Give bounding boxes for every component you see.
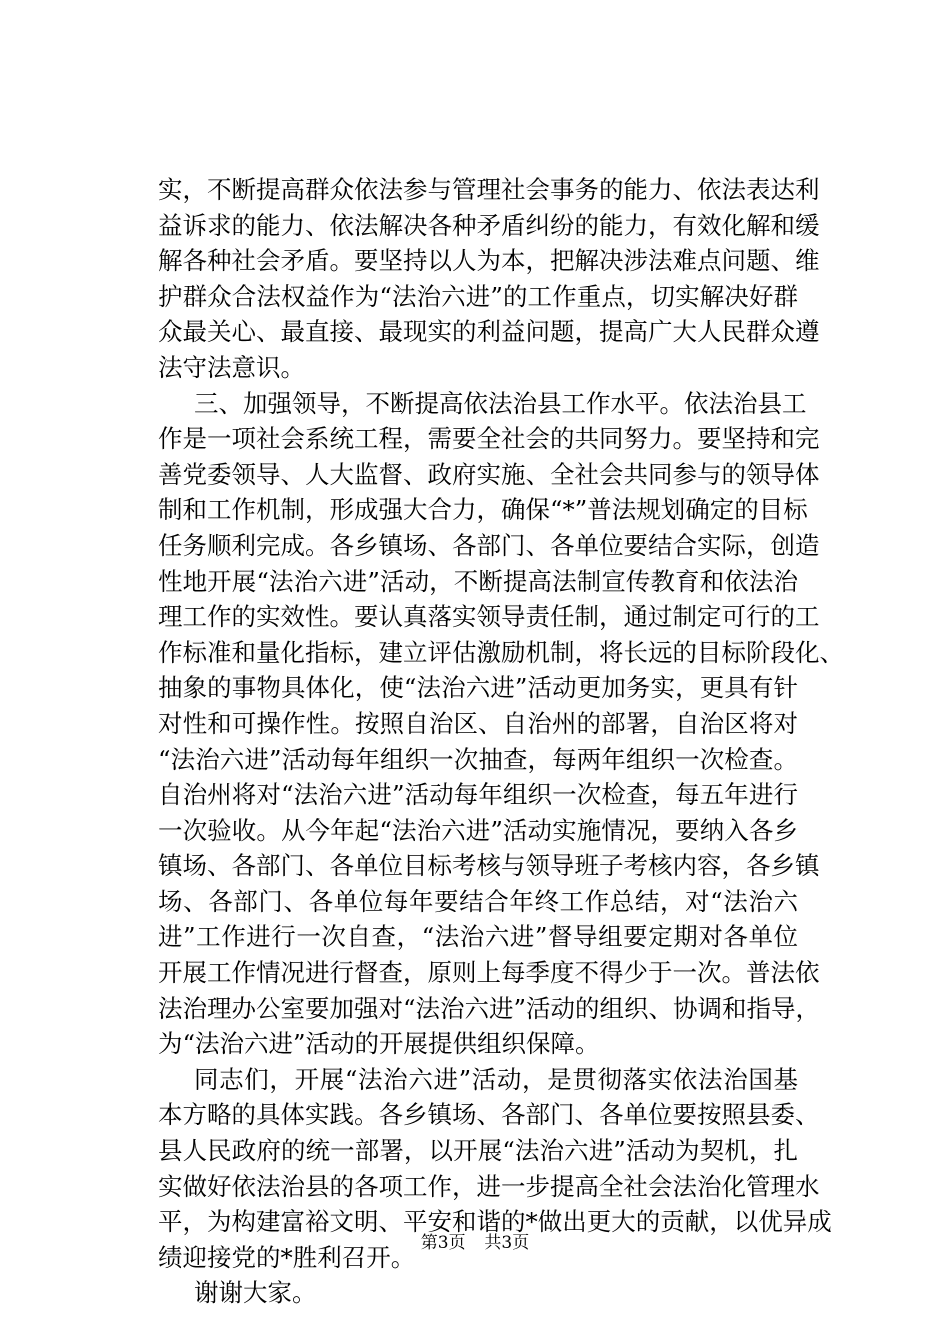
- text-line: 本方略的具体实践。各乡镇场、各部门、各单位要按照县委、: [158, 1100, 820, 1130]
- paragraph: [158, 1275, 798, 1311]
- page-total: 共3页: [484, 1233, 530, 1253]
- text-line: 县人民政府的统一部署，以开展“法治六进”活动为契机，扎: [158, 1136, 798, 1166]
- page-footer: [0, 1232, 950, 1254]
- text-line: 众最关心、最直接、最现实的利益问题，提高广大人民群众遵: [158, 317, 820, 347]
- text-line: 自治州将对“法治六进”活动每年组织一次检查，每五年进行: [158, 780, 798, 810]
- text-line: 进”工作进行一次自查，“法治六进”督导组要定期对各单位: [158, 922, 798, 952]
- document-body: [158, 172, 844, 1311]
- text-line: “法治六进”活动每年组织一次抽查，每两年组织一次检查。: [158, 744, 798, 774]
- text-line: 实，不断提高群众依法参与管理社会事务的能力、依法表达利: [158, 175, 820, 204]
- text-line: 作标准和量化指标，建立评估激励机制，将长远的目标阶段化、: [158, 637, 844, 667]
- text-line: 性地开展“法治六进”活动，不断提高法制宣传教育和依法治: [158, 566, 798, 596]
- page-number: 第3页: [420, 1233, 466, 1253]
- text-line: 一次验收。从今年起“法治六进”活动实施情况，要纳入各乡: [158, 815, 798, 845]
- text-line: 法治理办公室要加强对“法治六进”活动的组织、协调和指导，: [158, 993, 821, 1023]
- text-line: 谢谢大家。: [194, 1278, 317, 1308]
- text-line: 同志们，开展“法治六进”活动，是贯彻落实依法治国基: [194, 1064, 798, 1094]
- text-line: 对性和可操作性。按照自治区、自治州的部署，自治区将对: [158, 708, 798, 738]
- text-line: 制和工作机制，形成强大合力，确保“*”普法规划确定的目标: [158, 495, 808, 525]
- paragraph: [158, 386, 844, 1062]
- text-line: 为“法治六进”活动的开展提供组织保障。: [158, 1029, 600, 1059]
- text-line: 任务顺利完成。各乡镇场、各部门、各单位要结合实际，创造: [158, 530, 820, 560]
- text-line: 护群众合法权益作为“法治六进”的工作重点，切实解决好群: [158, 281, 798, 311]
- text-line: 解各种社会矛盾。要坚持以人为本，把解决涉法难点问题、维: [158, 246, 820, 276]
- text-line: 镇场、各部门、各单位目标考核与领导班子考核内容，各乡镇: [158, 851, 820, 881]
- text-line: 开展工作情况进行督查，原则上每季度不得少于一次。普法依: [158, 958, 820, 988]
- text-line: 作是一项社会系统工程，需要全社会的共同努力。要坚持和完: [158, 424, 820, 454]
- text-line: 理工作的实效性。要认真落实领导责任制，通过制定可行的工: [158, 602, 820, 632]
- text-line: 平，为构建富裕文明、平安和谐的*做出更大的贡献，以优异成: [158, 1207, 832, 1237]
- text-line: 益诉求的能力、依法解决各种矛盾纠纷的能力，有效化解和缓: [158, 210, 820, 240]
- text-line: 三、加强领导，不断提高依法治县工作水平。依法治县工: [194, 388, 807, 418]
- paragraph: [158, 172, 820, 386]
- text-line: 实做好依法治县的各项工作，进一步提高全社会法治化管理水: [158, 1171, 820, 1201]
- text-line: 善党委领导、人大监督、政府实施、全社会共同参与的领导体: [158, 459, 820, 489]
- text-line: 场、各部门、各单位每年要结合年终工作总结，对“法治六: [158, 886, 798, 916]
- text-line: 抽象的事物具体化，使“法治六进”活动更加务实，更具有针: [158, 673, 798, 703]
- text-line: 绩迎接党的*胜利召开。: [158, 1242, 416, 1272]
- text-line: 法守法意识。: [158, 352, 305, 382]
